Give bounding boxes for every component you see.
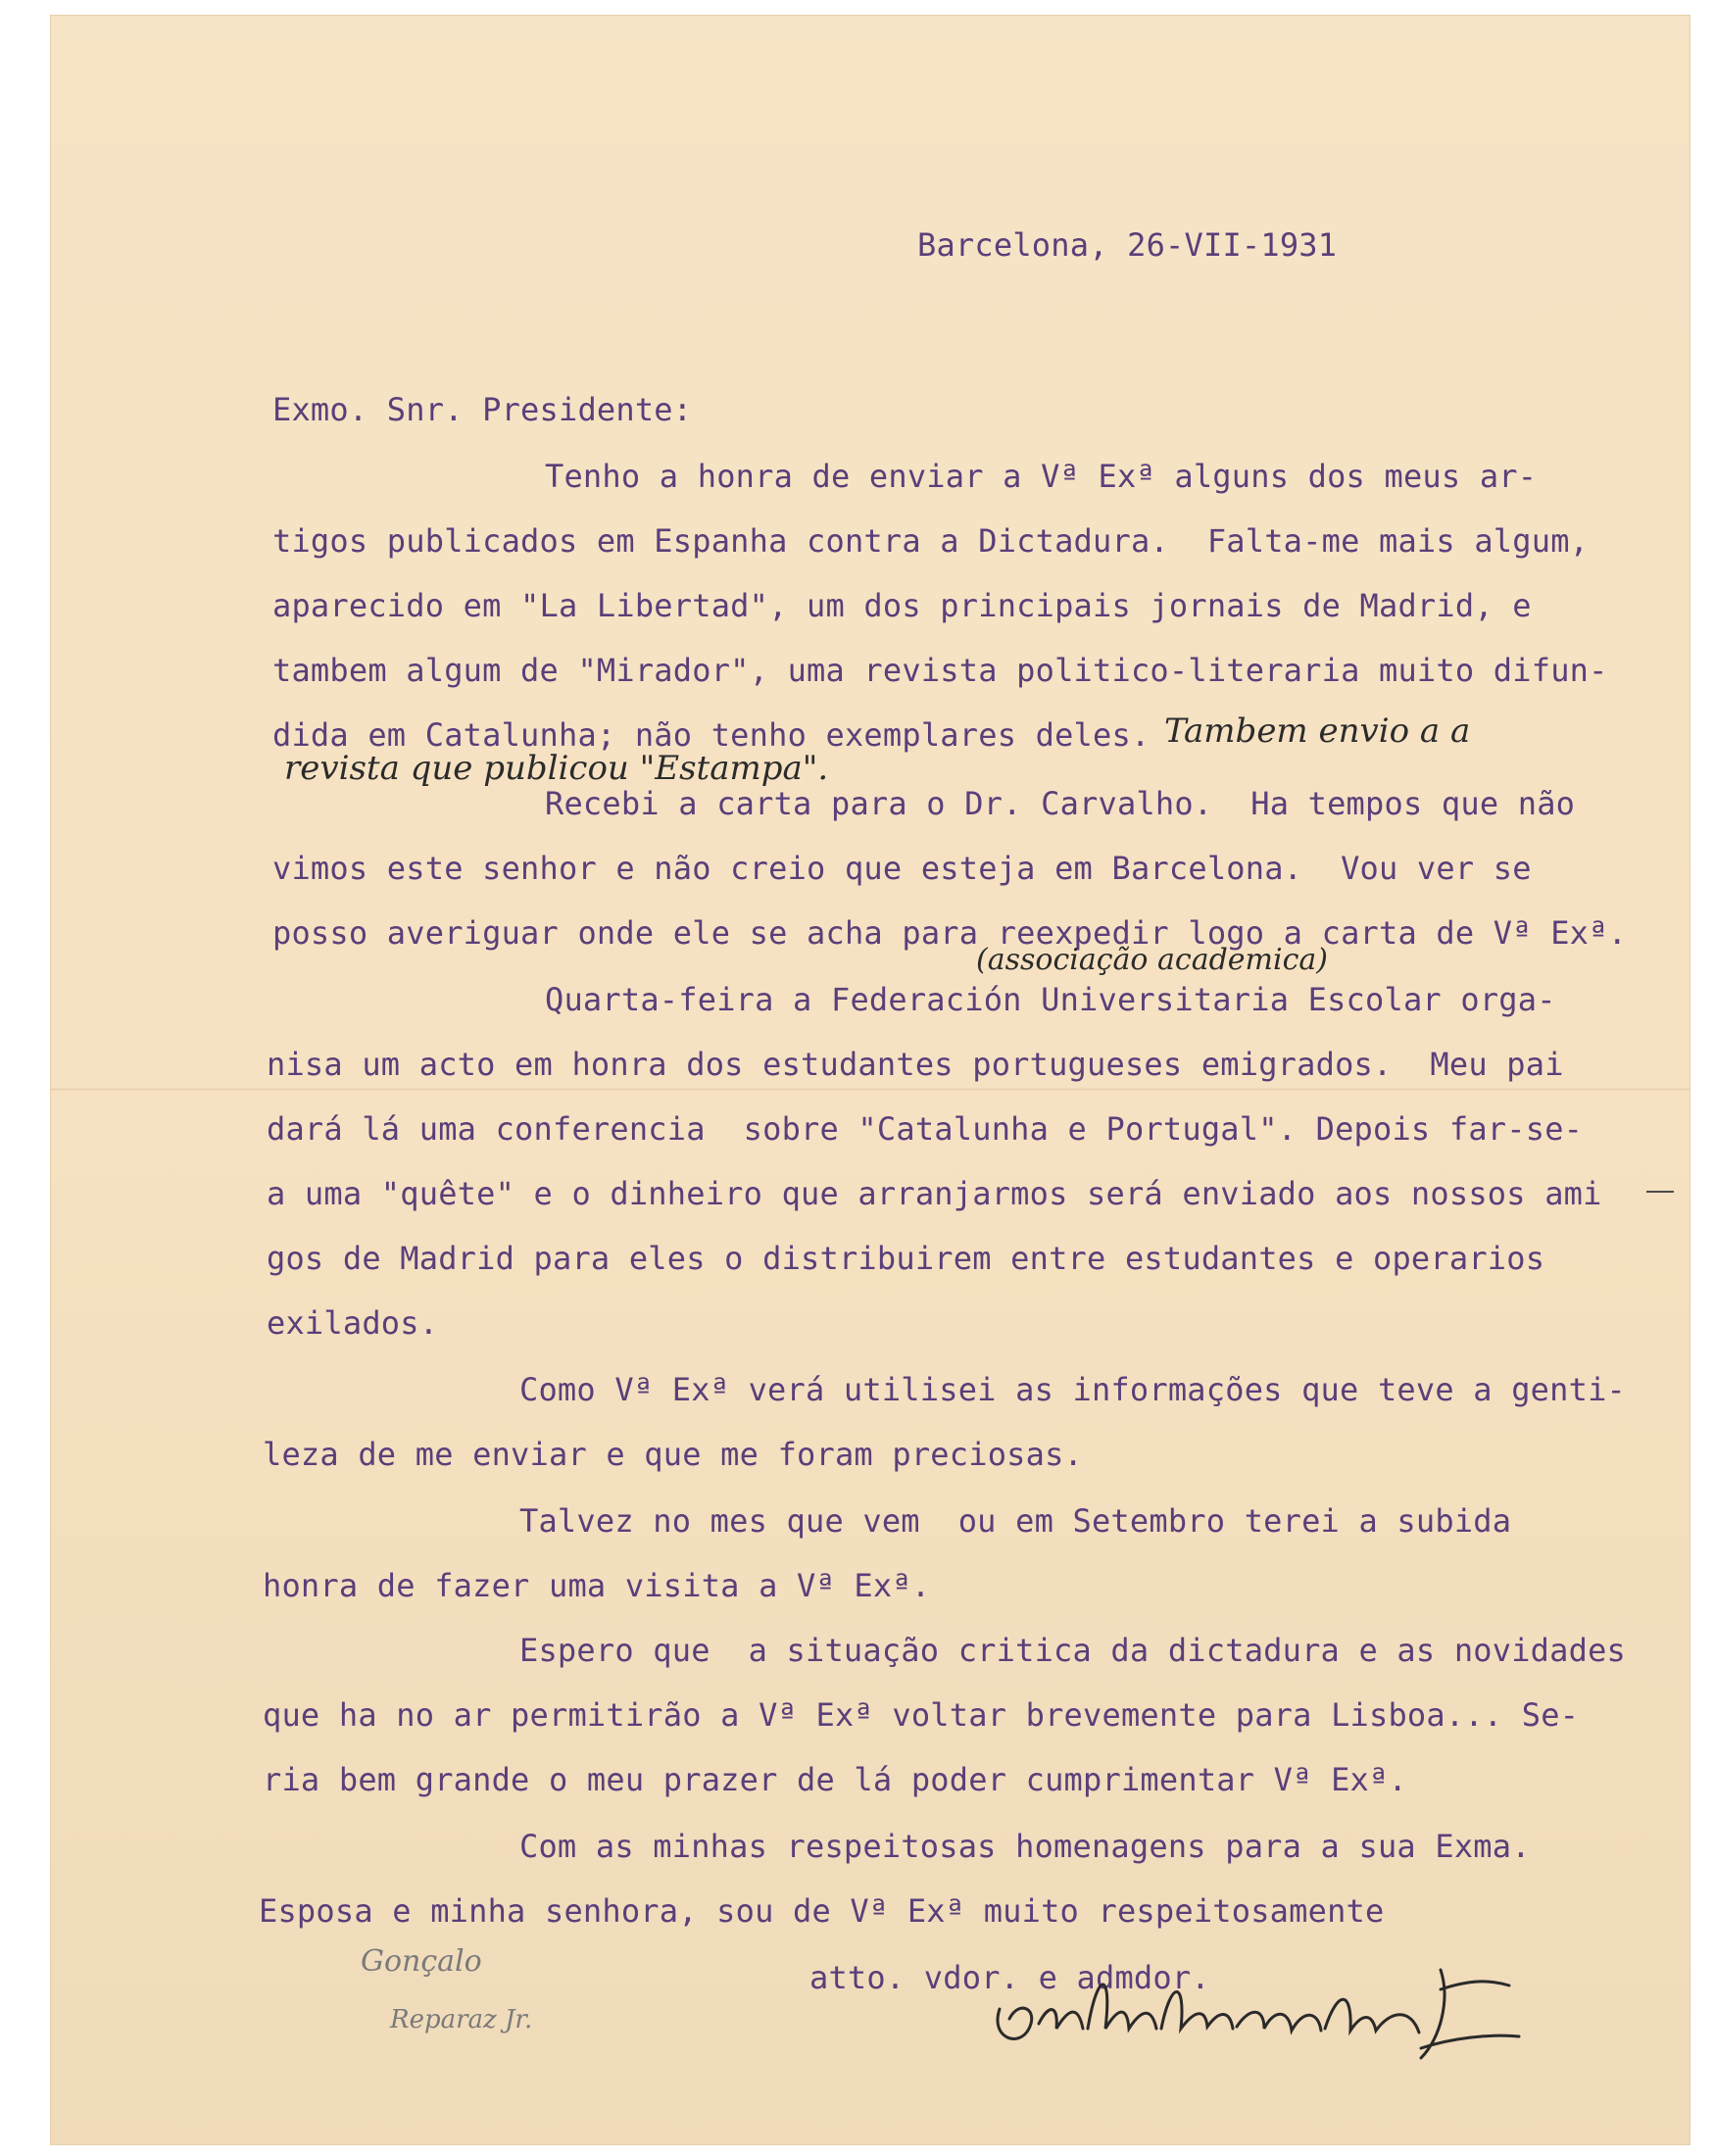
body-line-12: a uma "quête" e o dinheiro que arranjarmos será enviado aos nossos ami [267, 1175, 1602, 1212]
handwritten-note-line-1: Tambem envio a a [1164, 711, 1471, 751]
body-line-8: posso averiguar onde ele se acha para reexpedir logo a carta de Vª Exª. [272, 914, 1628, 952]
body-line-14: exilados. [267, 1304, 439, 1342]
signature-scrawl [980, 1950, 1529, 2078]
pencil-note-line-1: Gonçalo [361, 1944, 482, 1979]
body-line-5: dida em Catalunha; não tenho exemplares deles. [272, 716, 1151, 754]
body-line-7: vimos este senhor e não creio que esteja em Barcelona. Vou ver se [272, 850, 1532, 887]
body-line-6: Recebi a carta para o Dr. Carvalho. Ha tempos que não [545, 785, 1576, 822]
body-line-10: nisa um acto em honra dos estudantes portugueses emigrados. Meu pai [267, 1046, 1564, 1083]
letter-date: Barcelona, 26-VII-1931 [917, 226, 1338, 264]
body-line-22: Com as minhas respeitosas homenagens para a sua Exma. [519, 1828, 1531, 1865]
body-line-19: Espero que a situação critica da dictadura e as novidades [519, 1632, 1627, 1669]
margin-dash [1646, 1191, 1674, 1193]
handwritten-insert: (associação academica) [976, 943, 1328, 977]
body-line-17: Talvez no mes que vem ou em Setembro terei a subida [519, 1502, 1512, 1540]
body-line-11: dará lá uma conferencia sobre "Catalunha e Portugal". Depois far-se- [267, 1110, 1584, 1148]
body-line-1: Tenho a honra de enviar a Vª Exª alguns dos meus ar- [545, 458, 1538, 495]
body-line-18: honra de fazer uma visita a Vª Exª. [263, 1567, 931, 1604]
body-line-2: tigos publicados em Espanha contra a Dictadura. Falta-me mais algum, [272, 522, 1590, 560]
closing: atto. vdor. e admdor. [809, 1959, 1210, 1996]
body-line-16: leza de me enviar e que me foram preciosas. [263, 1436, 1084, 1473]
body-line-20: que ha no ar permitirão a Vª Exª voltar brevemente para Lisboa... Se- [263, 1696, 1580, 1734]
body-line-13: gos de Madrid para eles o distribuirem entre estudantes e operarios [267, 1240, 1545, 1277]
body-line-4: tambem algum de "Mirador", uma revista politico-literaria muito difun- [272, 652, 1608, 689]
signature [980, 1950, 1529, 2078]
handwritten-note-line-2: revista que publicou "Estampa". [284, 749, 829, 788]
paper-fold [51, 1088, 1690, 1091]
body-line-3: aparecido em "La Libertad", um dos principais jornais de Madrid, e [272, 587, 1532, 624]
body-line-21: ria bem grande o meu prazer de lá poder cumprimentar Vª Exª. [263, 1761, 1407, 1798]
body-line-15: Como Vª Exª verá utilisei as informações que teve a genti- [519, 1371, 1627, 1408]
body-line-23: Esposa e minha senhora, sou de Vª Exª muito respeitosamente [259, 1892, 1385, 1930]
salutation: Exmo. Snr. Presidente: [272, 391, 693, 428]
pencil-note-line-2: Reparaz Jr. [390, 2005, 533, 2034]
body-line-9: Quarta-feira a Federación Universitaria Escolar orga- [545, 981, 1556, 1018]
